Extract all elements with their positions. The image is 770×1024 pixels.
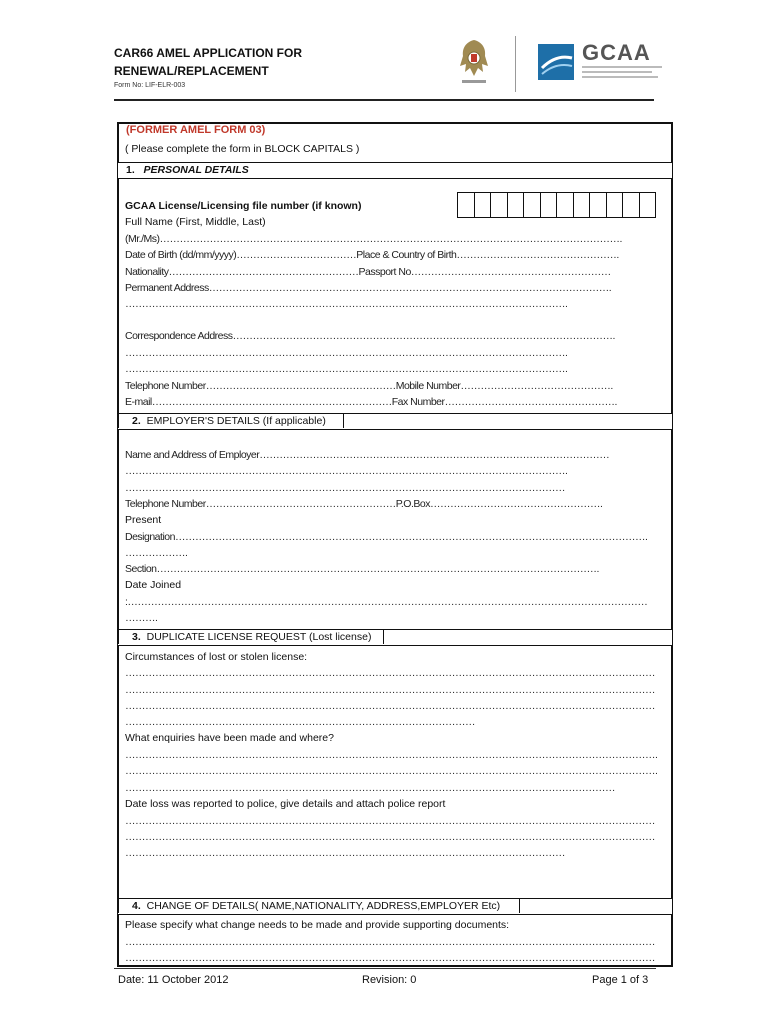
circumstances-line2[interactable]: ……………………………………………………………………………………………………………………………………………: [125, 684, 655, 696]
employer-telephone-field[interactable]: Telephone Number…………………………………………………P.O.Box…………………………………………….: [125, 498, 603, 510]
correspondence-address-field[interactable]: Correspondence Address…………………………………………………………………………………………………….: [125, 330, 615, 342]
gcaa-logo-text: GCAA: [582, 40, 651, 65]
section-number: 2.: [132, 415, 141, 427]
section-number: 1.: [126, 164, 135, 176]
telephone-field[interactable]: Telephone Number…………………………………………………Mobile Number……………………………………….: [125, 380, 613, 392]
footer-rule: [114, 968, 656, 969]
section-number: 4.: [132, 900, 141, 912]
enquiries-label: What enquiries have been made and where?: [125, 732, 334, 744]
circumstances-line3[interactable]: ……………………………………………………………………………………………………………………………………………: [125, 700, 655, 712]
former-form-label: (FORMER AMEL FORM 03): [126, 124, 266, 136]
full-name-field[interactable]: (Mr./Ms)………………………………………………………………………………………………………………………….: [125, 233, 622, 245]
full-name-label: Full Name (First, Middle, Last): [125, 216, 266, 228]
instruction-text: ( Please complete the form in BLOCK CAPITALS ): [125, 143, 360, 155]
circumstances-label: Circumstances of lost or stolen license:: [125, 651, 308, 663]
police-report-line3[interactable]: ……………………………………………………………………………………………………………………: [125, 847, 565, 859]
section-3-header: [118, 629, 672, 646]
circumstances-line1[interactable]: ……………………………………………………………………………………………………………………………………………: [125, 667, 655, 679]
present-label: Present: [125, 514, 162, 526]
police-report-line1[interactable]: ……………………………………………………………………………………………………………………………………………: [125, 815, 655, 827]
employer-address-field[interactable]: Name and Address of Employer……………………………………………………………………………………………: [125, 449, 610, 461]
enquiries-line2[interactable]: …………………………………………………………………………………………………………………………………………….: [125, 765, 658, 777]
circumstances-line4[interactable]: ……………………………………………………………………………………………: [125, 716, 475, 728]
enquiries-line1[interactable]: …………………………………………………………………………………………………………………………………………….: [125, 749, 658, 761]
footer-revision: Revision: 0: [362, 974, 417, 986]
form-number: Form No: LIF-ELR-003: [114, 82, 186, 89]
section-field[interactable]: Section…………………………………………………………………………………………………………………….: [125, 563, 599, 575]
nationality-field[interactable]: Nationality…………………………………………………Passport No……………………………………………………: [125, 266, 611, 278]
employer-address-line2[interactable]: …………………………………………………………………………………………………………………….: [125, 465, 568, 477]
form-title-line1: CAR66 AMEL APPLICATION FOR: [114, 46, 303, 60]
change-details-line2[interactable]: ……………………………………………………………………………………………………………………………………………: [125, 952, 655, 964]
employer-address-line3[interactable]: ……………………………………………………………………………………………………………………: [125, 482, 565, 494]
date-joined-field[interactable]: :…………………………………………………………………………………………………………………………………………: [125, 596, 648, 608]
section-title: CHANGE OF DETAILS( NAME,NATIONALITY, ADDRESS,EMPLOYER Etc): [146, 900, 501, 912]
footer-page-number: Page 1 of 3: [592, 974, 649, 986]
footer-date: Date: 11 October 2012: [118, 974, 229, 986]
correspondence-address-line2[interactable]: …………………………………………………………………………………………………………………….: [125, 347, 568, 359]
dob-field[interactable]: Date of Birth (dd/mm/yyyy)………………………………Place & Country of Birth………………………………………….: [125, 249, 619, 261]
uae-emblem-logo: [456, 36, 492, 88]
date-joined-label: Date Joined: [125, 579, 182, 591]
police-report-line2[interactable]: ……………………………………………………………………………………………………………………………………………: [125, 831, 655, 843]
header-divider: [515, 36, 516, 92]
section-number: 3.: [132, 631, 141, 643]
correspondence-address-line3[interactable]: …………………………………………………………………………………………………………………….: [125, 363, 568, 375]
police-report-label: Date loss was reported to police, give details and attach police report: [125, 798, 446, 810]
form-title-line2: RENEWAL/REPLACEMENT: [114, 64, 269, 78]
date-joined-line2[interactable]: ……….: [125, 612, 158, 624]
section-title: EMPLOYER'S DETAILS (If applicable): [146, 415, 326, 427]
section-title: PERSONAL DETAILS: [143, 164, 249, 176]
section-4-header: [118, 898, 672, 915]
designation-field[interactable]: Designation…………………………………………………………………………………………………………………………….: [125, 531, 648, 543]
section-title: DUPLICATE LICENSE REQUEST (Lost license): [146, 631, 372, 643]
enquiries-line3[interactable]: …………………………………………………………………………………………………………………………………: [125, 782, 615, 794]
license-number-label: GCAA License/Licensing file number (if known): [125, 200, 362, 212]
header-rule: [114, 99, 654, 101]
change-details-label: Please specify what change needs to be made and provide supporting documents:: [125, 919, 510, 931]
license-number-boxes[interactable]: [457, 192, 656, 218]
permanent-address-field[interactable]: Permanent Address………………………………………………………………………………………………………….: [125, 282, 612, 294]
designation-line2[interactable]: ……………….: [125, 547, 188, 559]
section-1-header: [118, 162, 672, 179]
section-2-header: [118, 413, 672, 430]
email-field[interactable]: E-mail………………………………………………………………Fax Number…………………………………………….: [125, 396, 617, 408]
permanent-address-line2[interactable]: …………………………………………………………………………………………………………………….: [125, 298, 568, 310]
change-details-line1[interactable]: ……………………………………………………………………………………………………………………………………………: [125, 936, 655, 948]
gcaa-logo: [538, 40, 666, 90]
